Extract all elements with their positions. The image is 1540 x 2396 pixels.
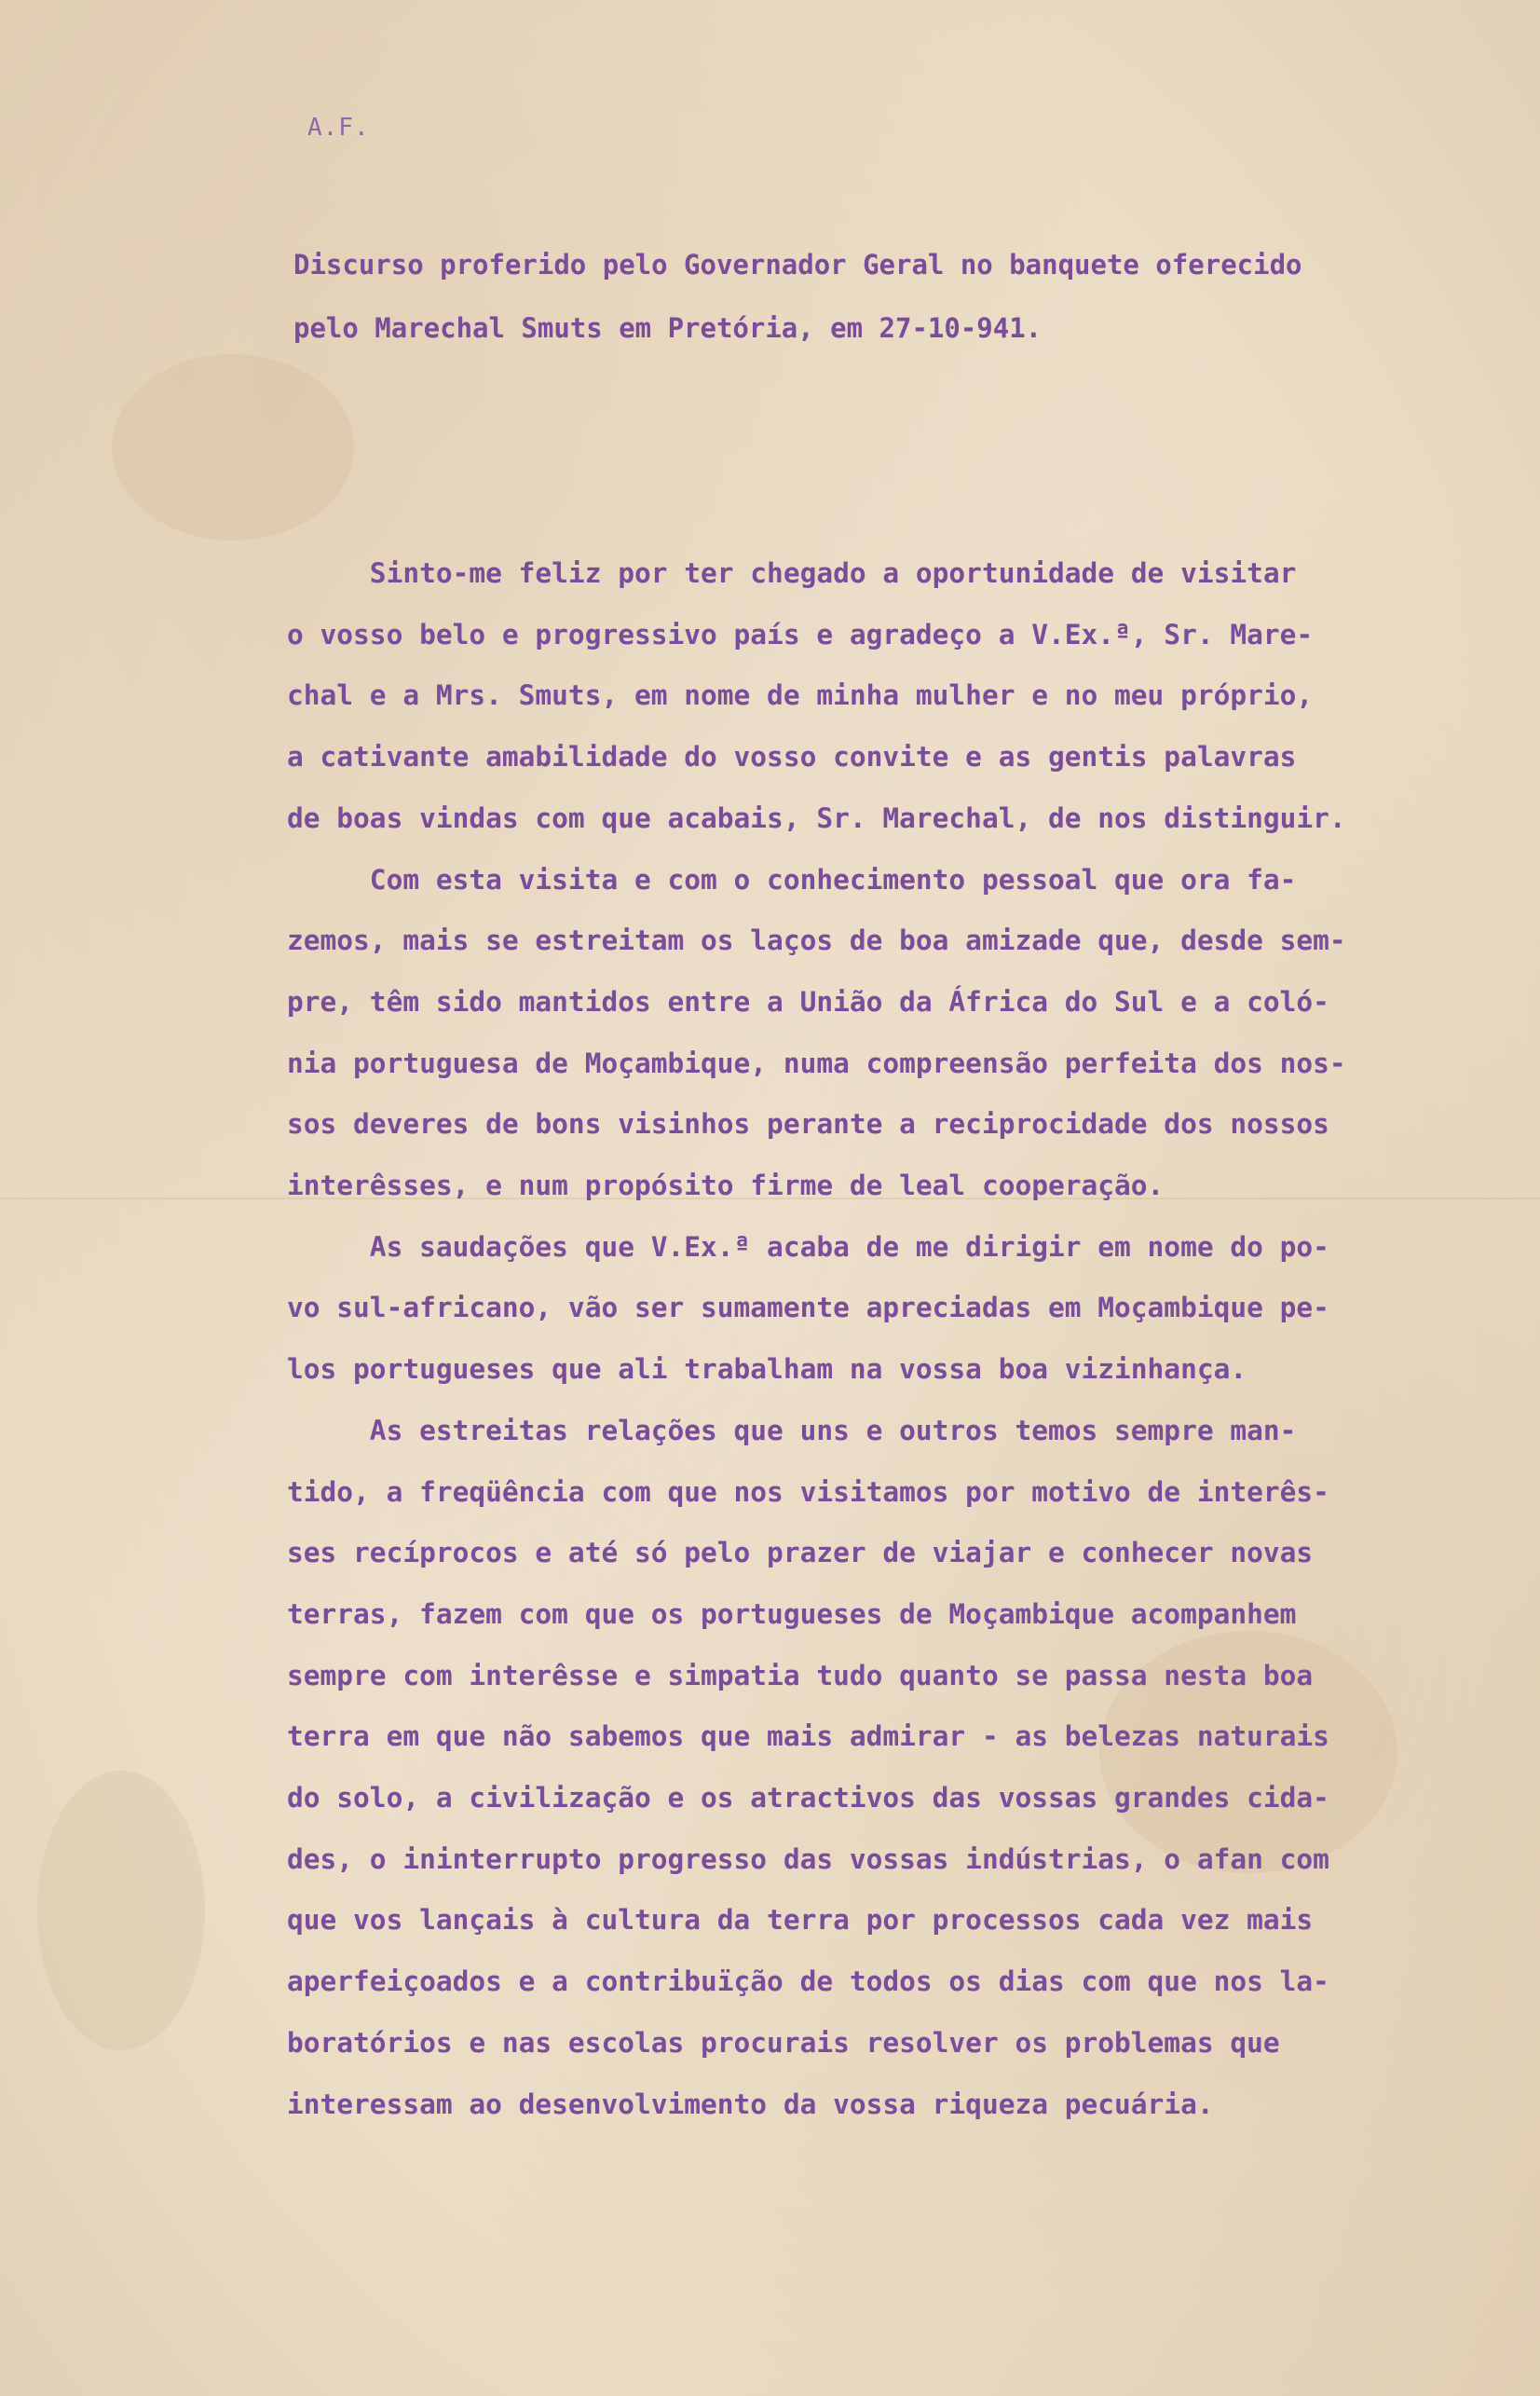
paper-stain: [112, 354, 354, 541]
document-body: [287, 543, 1526, 2135]
title-line: pelo Marechal Smuts em Pretória, em 27-10-941.: [293, 312, 1043, 344]
body-line: o vosso belo e progressivo país e agradeço a V.Ex.ª, Sr. Mare-: [287, 618, 1314, 650]
body-line: sos deveres de bons visinhos perante a reciprocidade dos nossos: [287, 1108, 1329, 1141]
body-line: los portugueses que ali trabalham na vossa boa vizinhança.: [287, 1353, 1247, 1386]
paper-stain: [37, 1771, 205, 2050]
body-line: Com esta visita e com o conhecimento pessoal que ora fa-: [287, 863, 1297, 896]
body-line: interêsses, e num propósito firme de leal cooperação.: [287, 1170, 1165, 1202]
body-line: de boas vindas com que acabais, Sr. Marechal, de nos distinguir.: [287, 801, 1346, 834]
body-line: Sinto-me feliz por ter chegado a oportunidade de visitar: [287, 557, 1297, 589]
document-reference: A.F.: [307, 114, 370, 142]
body-line: zemos, mais se estreitam os laços de boa amizade que, desde sem-: [287, 924, 1346, 957]
body-line: As estreitas relações que uns e outros temos sempre man-: [287, 1414, 1297, 1446]
body-line: As saudações que V.Ex.ª acaba de me dirigir em nome do po-: [287, 1230, 1329, 1263]
body-line: aperfeiçoados e a contribuïção de todos os dias com que nos la-: [287, 1965, 1329, 1998]
document-title: [293, 233, 1505, 360]
body-line: terras, fazem com que os portugueses de Moçambique acompanhem: [287, 1597, 1297, 1630]
body-line: terra em que não sabemos que mais admirar - as belezas naturais: [287, 1720, 1329, 1753]
body-line: ses recíprocos e até só pelo prazer de viajar e conhecer novas: [287, 1537, 1314, 1569]
body-line: chal e a Mrs. Smuts, em nome de minha mulher e no meu próprio,: [287, 679, 1314, 712]
body-line: sempre com interêsse e simpatia tudo quanto se passa nesta boa: [287, 1659, 1314, 1691]
body-line: pre, têm sido mantidos entre a União da África do Sul e a coló-: [287, 985, 1329, 1018]
body-line: a cativante amabilidade do vosso convite e as gentis palavras: [287, 741, 1297, 774]
body-line: vo sul-africano, vão ser sumamente apreciadas em Moçambique pe-: [287, 1292, 1329, 1324]
body-line: tido, a freqüência com que nos visitamos por motivo de interês-: [287, 1475, 1329, 1508]
body-line: que vos lançais à cultura da terra por processos cada vez mais: [287, 1904, 1314, 1937]
body-line: des, o ininterrupto progresso das vossas indústrias, o afan com: [287, 1842, 1329, 1875]
body-line: interessam ao desenvolvimento da vossa riqueza pecuária.: [287, 2088, 1214, 2120]
body-line: do solo, a civilização e os atractivos das vossas grandes cida-: [287, 1782, 1329, 1814]
title-line: Discurso proferido pelo Governador Geral no banquete oferecido: [293, 249, 1302, 281]
body-line: nia portuguesa de Moçambique, numa compreensão perfeita dos nos-: [287, 1047, 1346, 1079]
body-line: boratórios e nas escolas procurais resolver os problemas que: [287, 2026, 1280, 2059]
